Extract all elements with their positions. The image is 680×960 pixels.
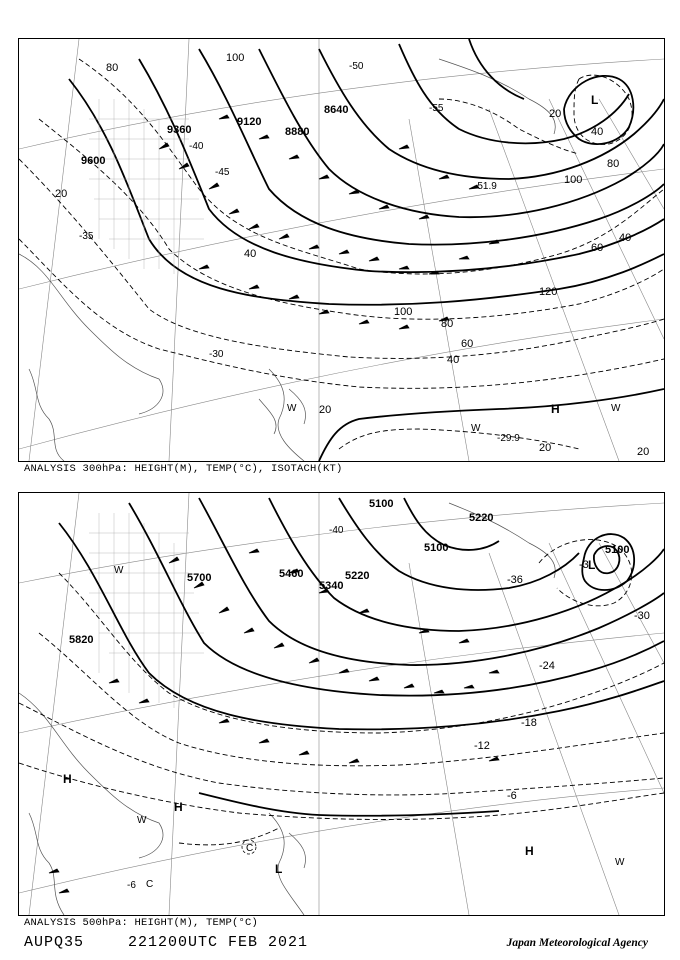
isotach-label: 100 <box>226 52 245 64</box>
isotach-label: 20 <box>637 446 650 458</box>
temp-label: -12 <box>474 740 490 752</box>
temp-label: -30 <box>634 610 650 622</box>
high-center: H <box>525 844 534 858</box>
warm-center: W <box>137 815 147 826</box>
isotach-label: 120 <box>539 286 558 298</box>
temp-label: -35 <box>79 231 94 242</box>
height-label: 5820 <box>69 634 94 646</box>
wind-barbs-500 <box>49 549 499 893</box>
height-label: 9600 <box>81 155 106 167</box>
temp-label: -50 <box>349 61 364 72</box>
isotach-label: 20 <box>319 404 332 416</box>
height-label: 9120 <box>237 116 262 128</box>
isotach-label: 80 <box>607 158 620 170</box>
isotach-label: 40 <box>447 354 460 366</box>
temp-label: -3 <box>579 559 589 571</box>
height-contours-500 <box>59 498 664 816</box>
isotach-label: 60 <box>591 242 604 254</box>
warm-center: W <box>615 857 625 868</box>
temp-label: -36 <box>507 574 523 586</box>
temp-label: -18 <box>521 717 537 729</box>
low-center: L <box>588 558 596 572</box>
height-label: 8640 <box>324 104 349 116</box>
warm-center: W <box>114 565 124 576</box>
cold-center: C <box>146 879 154 890</box>
height-label: 5220 <box>469 512 494 524</box>
high-center: H <box>174 800 183 814</box>
isotach-label: 40 <box>619 232 632 244</box>
map-500-svg <box>19 493 664 915</box>
high-center: H <box>551 402 560 416</box>
isotach-label: 60 <box>461 338 474 350</box>
low-center: L <box>591 93 599 107</box>
height-labels-500 <box>69 498 629 646</box>
temp-label: -51.9 <box>474 181 497 192</box>
height-label: 5460 <box>279 568 304 580</box>
isotach-label: 20 <box>549 108 562 120</box>
temp-label: -24 <box>539 660 555 672</box>
temp-label: -45 <box>215 167 230 178</box>
isotach-label: 80 <box>106 62 119 74</box>
valid-time: 221200UTC FEB 2021 <box>128 934 309 951</box>
height-label: 5100 <box>605 544 630 556</box>
height-labels-300 <box>81 104 348 167</box>
isotach-label: 40 <box>591 126 604 138</box>
height-label: 8880 <box>285 126 310 138</box>
warm-center: W <box>287 403 297 414</box>
analysis-500hpa-map <box>18 492 665 916</box>
low-center: L <box>275 862 283 876</box>
height-label: 5340 <box>319 580 344 592</box>
warm-center: W <box>471 423 481 434</box>
warm-center: W <box>611 403 621 414</box>
agency-name: Japan Meteorological Agency <box>506 937 648 949</box>
temp-label: -40 <box>189 141 204 152</box>
coastlines-500 <box>19 503 555 915</box>
temp-label: -30 <box>209 349 224 360</box>
height-label: 5700 <box>187 572 212 584</box>
height-label: 5220 <box>345 570 370 582</box>
isotach-label: 20 <box>539 442 552 454</box>
height-label: 5100 <box>369 498 394 510</box>
cold-center: C <box>246 843 254 854</box>
temp-label: -29.9 <box>497 433 520 444</box>
graticule-300 <box>19 39 664 461</box>
height-label: 9360 <box>167 124 192 136</box>
caption-300hpa: ANALYSIS 300hPa: HEIGHT(M), TEMP(°C), ISOTACH(KT) <box>24 463 343 475</box>
isotach-label: 100 <box>394 306 413 318</box>
high-center: H <box>63 772 72 786</box>
pressure-centers-500 <box>63 558 625 890</box>
temp-label: -55 <box>429 103 444 114</box>
temp-label: -6 <box>127 880 136 891</box>
map-300-svg <box>19 39 664 461</box>
analysis-300hpa-map <box>18 38 665 462</box>
height-contours-300 <box>69 39 664 461</box>
isotach-label: 20 <box>55 188 68 200</box>
chart-id: AUPQ35 <box>24 934 85 951</box>
graticule-500 <box>19 493 664 915</box>
isotach-label: 100 <box>564 174 583 186</box>
temp-label: -6 <box>507 790 517 802</box>
caption-500hpa: ANALYSIS 500hPa: HEIGHT(M), TEMP(°C) <box>24 917 259 929</box>
wind-barbs-300 <box>159 115 499 329</box>
height-label: 5100 <box>424 542 449 554</box>
temp-label: -40 <box>329 525 344 536</box>
isotach-label: 40 <box>244 248 257 260</box>
isotach-label: 80 <box>441 318 454 330</box>
